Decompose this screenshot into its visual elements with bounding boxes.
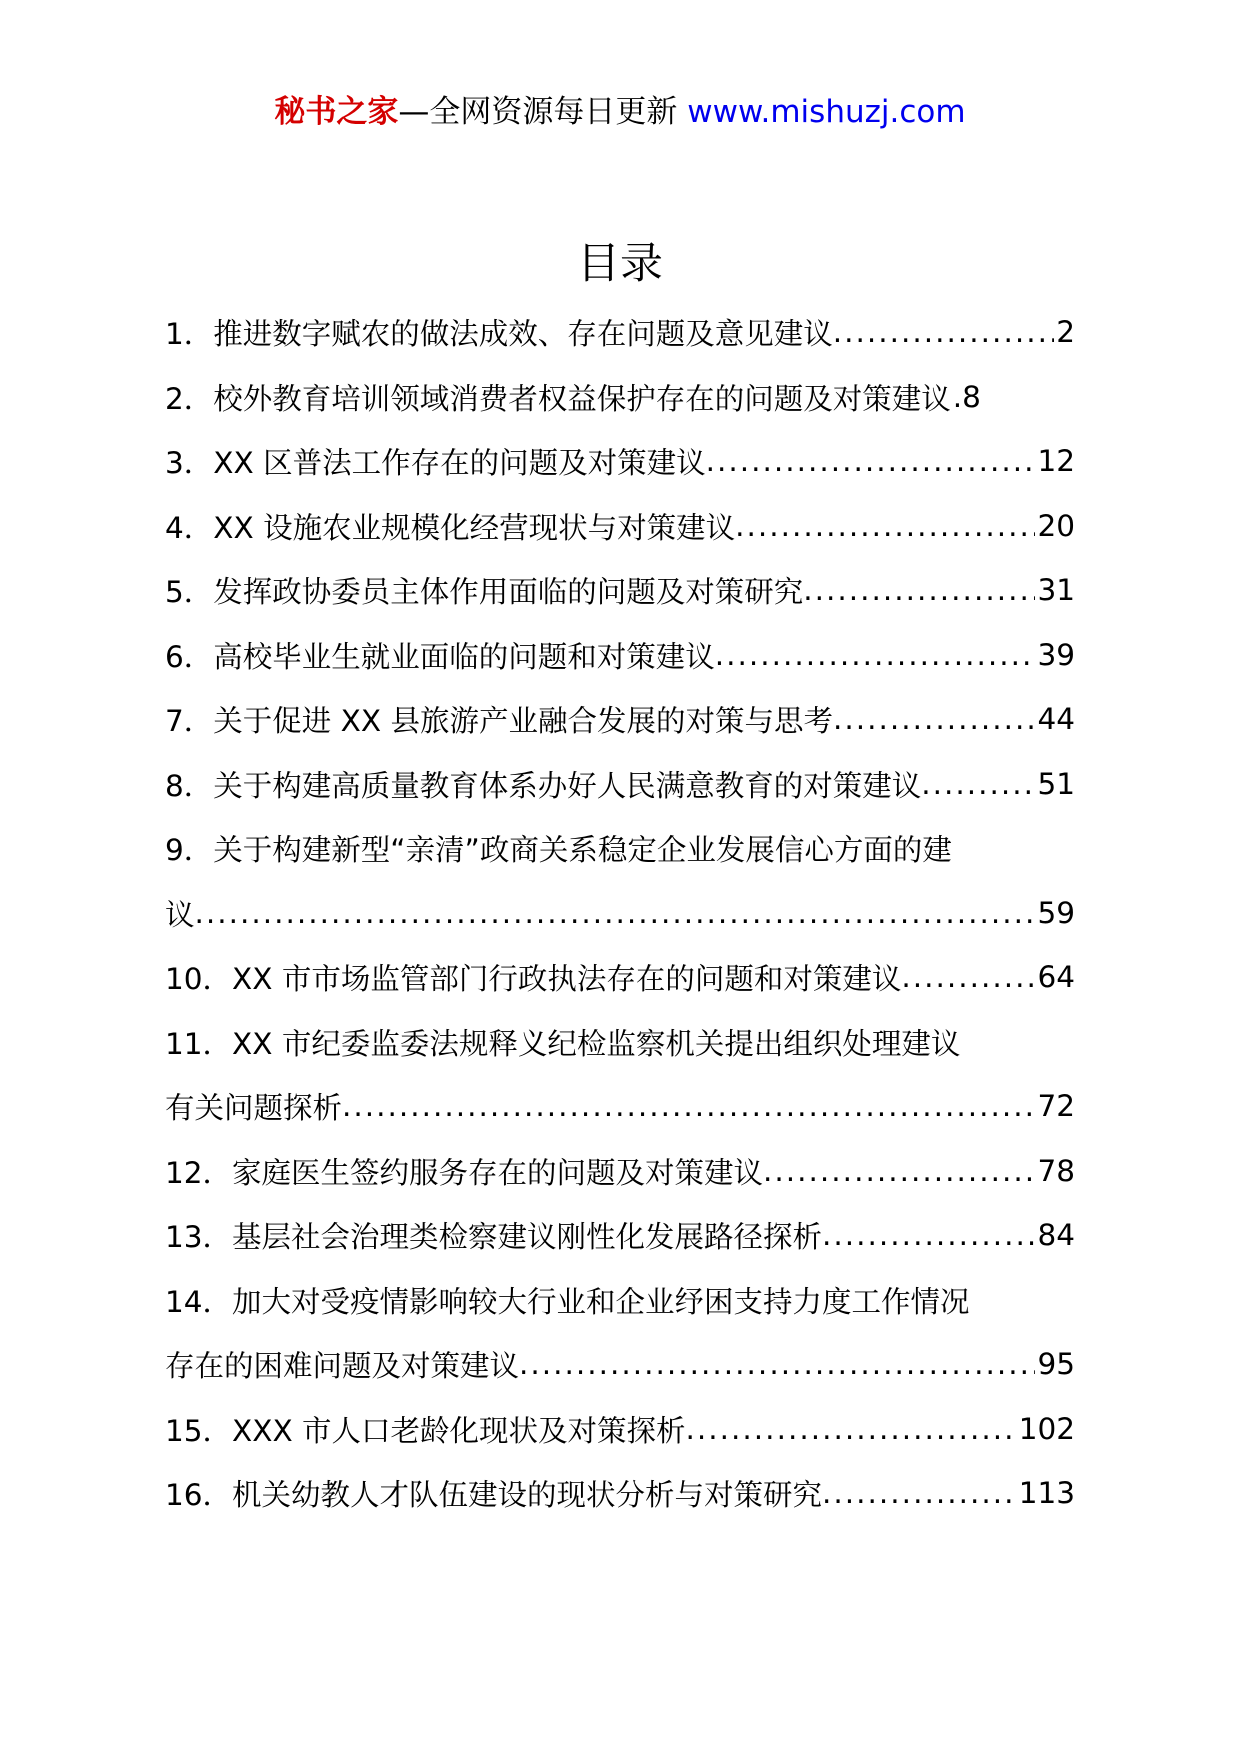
toc-entry[interactable] xyxy=(165,1461,1075,1526)
toc-entry-title: 5．发挥政协委员主体作用面临的问题及对策研究 xyxy=(165,575,804,610)
toc-leader-dots xyxy=(715,638,1036,672)
website-link[interactable]: www.mishuzj.com xyxy=(687,94,966,130)
toc-entry-title: 4．XX 设施农业规模化经营现状与对策建议 xyxy=(165,510,736,545)
toc-leader-dots xyxy=(706,444,1036,478)
toc-entry[interactable] xyxy=(165,752,1075,817)
toc-leader-dots xyxy=(735,509,1035,543)
toc-leader-dots xyxy=(686,1412,1017,1446)
toc-page-number: 59 xyxy=(1037,895,1075,930)
toc-page-number: 72 xyxy=(1037,1089,1075,1124)
brand-name: 秘书之家 xyxy=(274,94,399,130)
toc-page-number: 84 xyxy=(1037,1218,1075,1253)
toc-page-number: 51 xyxy=(1037,766,1075,801)
toc-entry-title-continued: 有关问题探析 xyxy=(165,1091,343,1126)
toc-entry[interactable] xyxy=(165,429,1075,494)
toc-entry-title: 3．XX 区普法工作存在的问题及对策建议 xyxy=(165,446,706,481)
toc-entry[interactable] xyxy=(165,365,1075,430)
toc-entry[interactable] xyxy=(165,816,1075,881)
toc-page-number: 95 xyxy=(1037,1347,1075,1382)
toc-page-number: 31 xyxy=(1037,573,1075,608)
toc-leader-dots xyxy=(803,573,1035,607)
toc-leader-dots xyxy=(901,960,1035,994)
toc-leader-dots xyxy=(921,767,1035,801)
toc-leader-dots xyxy=(342,1089,1035,1123)
toc-page-number: 20 xyxy=(1037,508,1075,543)
header-slogan: —全网资源每日更新 xyxy=(398,94,678,130)
toc-entry-title: 11．XX 市纪委监委法规释义纪检监察机关提出组织处理建议 xyxy=(165,1026,961,1061)
toc-leader-dots xyxy=(763,1154,1035,1188)
toc-entry-title: 6．高校毕业生就业面临的问题和对策建议 xyxy=(165,639,715,674)
toc-entry-title: 10．XX 市市场监管部门行政执法存在的问题和对策建议 xyxy=(165,962,902,997)
toc-entry-title-continued: 议 xyxy=(165,897,195,932)
toc-entry[interactable] xyxy=(165,623,1075,688)
toc-page-number: 102 xyxy=(1018,1411,1075,1446)
toc-entry-continuation[interactable] xyxy=(165,1074,1075,1139)
toc-entry-title: 13．基层社会治理类检察建议刚性化发展路径探析 xyxy=(165,1220,823,1255)
toc-entry[interactable] xyxy=(165,1010,1075,1075)
toc-entry-title: 9．关于构建新型“亲清”政商关系稳定企业发展信心方面的建 xyxy=(165,833,952,868)
toc-leader-dots xyxy=(195,896,1036,930)
toc-entry[interactable] xyxy=(165,1203,1075,1268)
toc-page-number: 78 xyxy=(1037,1153,1075,1188)
toc-entry[interactable] xyxy=(165,558,1075,623)
toc-page-number: .8 xyxy=(952,379,981,414)
toc-entry[interactable] xyxy=(165,1139,1075,1204)
toc-entry-title: 16．机关幼教人才队伍建设的现状分析与对策研究 xyxy=(165,1478,823,1513)
toc-entry-title: 12．家庭医生签约服务存在的问题及对策建议 xyxy=(165,1155,764,1190)
toc-entry[interactable] xyxy=(165,494,1075,559)
toc-entry-continuation[interactable] xyxy=(165,881,1075,946)
toc-page-number: 2 xyxy=(1056,315,1075,350)
toc-entry[interactable] xyxy=(165,687,1075,752)
toc-page-number: 12 xyxy=(1037,444,1075,479)
toc-page-number: 39 xyxy=(1037,637,1075,672)
toc-entry-title-continued: 存在的困难问题及对策建议 xyxy=(165,1349,520,1384)
toc-leader-dots xyxy=(833,702,1036,736)
toc-leader-dots xyxy=(519,1347,1035,1381)
toc-leader-dots xyxy=(822,1218,1035,1252)
toc-entry-title: 8．关于构建高质量教育体系办好人民满意教育的对策建议 xyxy=(165,768,922,803)
toc-entry[interactable] xyxy=(165,1268,1075,1333)
toc-leader-dots xyxy=(833,315,1054,349)
toc-entry[interactable] xyxy=(165,300,1075,365)
toc-entry-title: 1．推进数字赋农的做法成效、存在问题及意见建议 xyxy=(165,317,833,352)
toc-entry-title: 7．关于促进 XX 县旅游产业融合发展的对策与思考 xyxy=(165,704,833,739)
toc-entry[interactable] xyxy=(165,945,1075,1010)
toc-page-number: 113 xyxy=(1018,1476,1075,1511)
toc-page-number: 64 xyxy=(1037,960,1075,995)
table-of-contents xyxy=(165,300,1075,1526)
toc-entry-title: 2．校外教育培训领域消费者权益保护存在的问题及对策建议 xyxy=(165,381,951,416)
toc-entry[interactable] xyxy=(165,1397,1075,1462)
toc-leader-dots xyxy=(822,1476,1017,1510)
toc-entry-title: 15．XXX 市人口老龄化现状及对策探析 xyxy=(165,1413,686,1448)
watermark-header xyxy=(0,92,1240,132)
page-title: 目录 xyxy=(577,239,663,289)
toc-page-number: 44 xyxy=(1037,702,1075,737)
toc-entry-title: 14．加大对受疫情影响较大行业和企业纾困支持力度工作情况 xyxy=(165,1284,970,1319)
toc-entry-continuation[interactable] xyxy=(165,1332,1075,1397)
